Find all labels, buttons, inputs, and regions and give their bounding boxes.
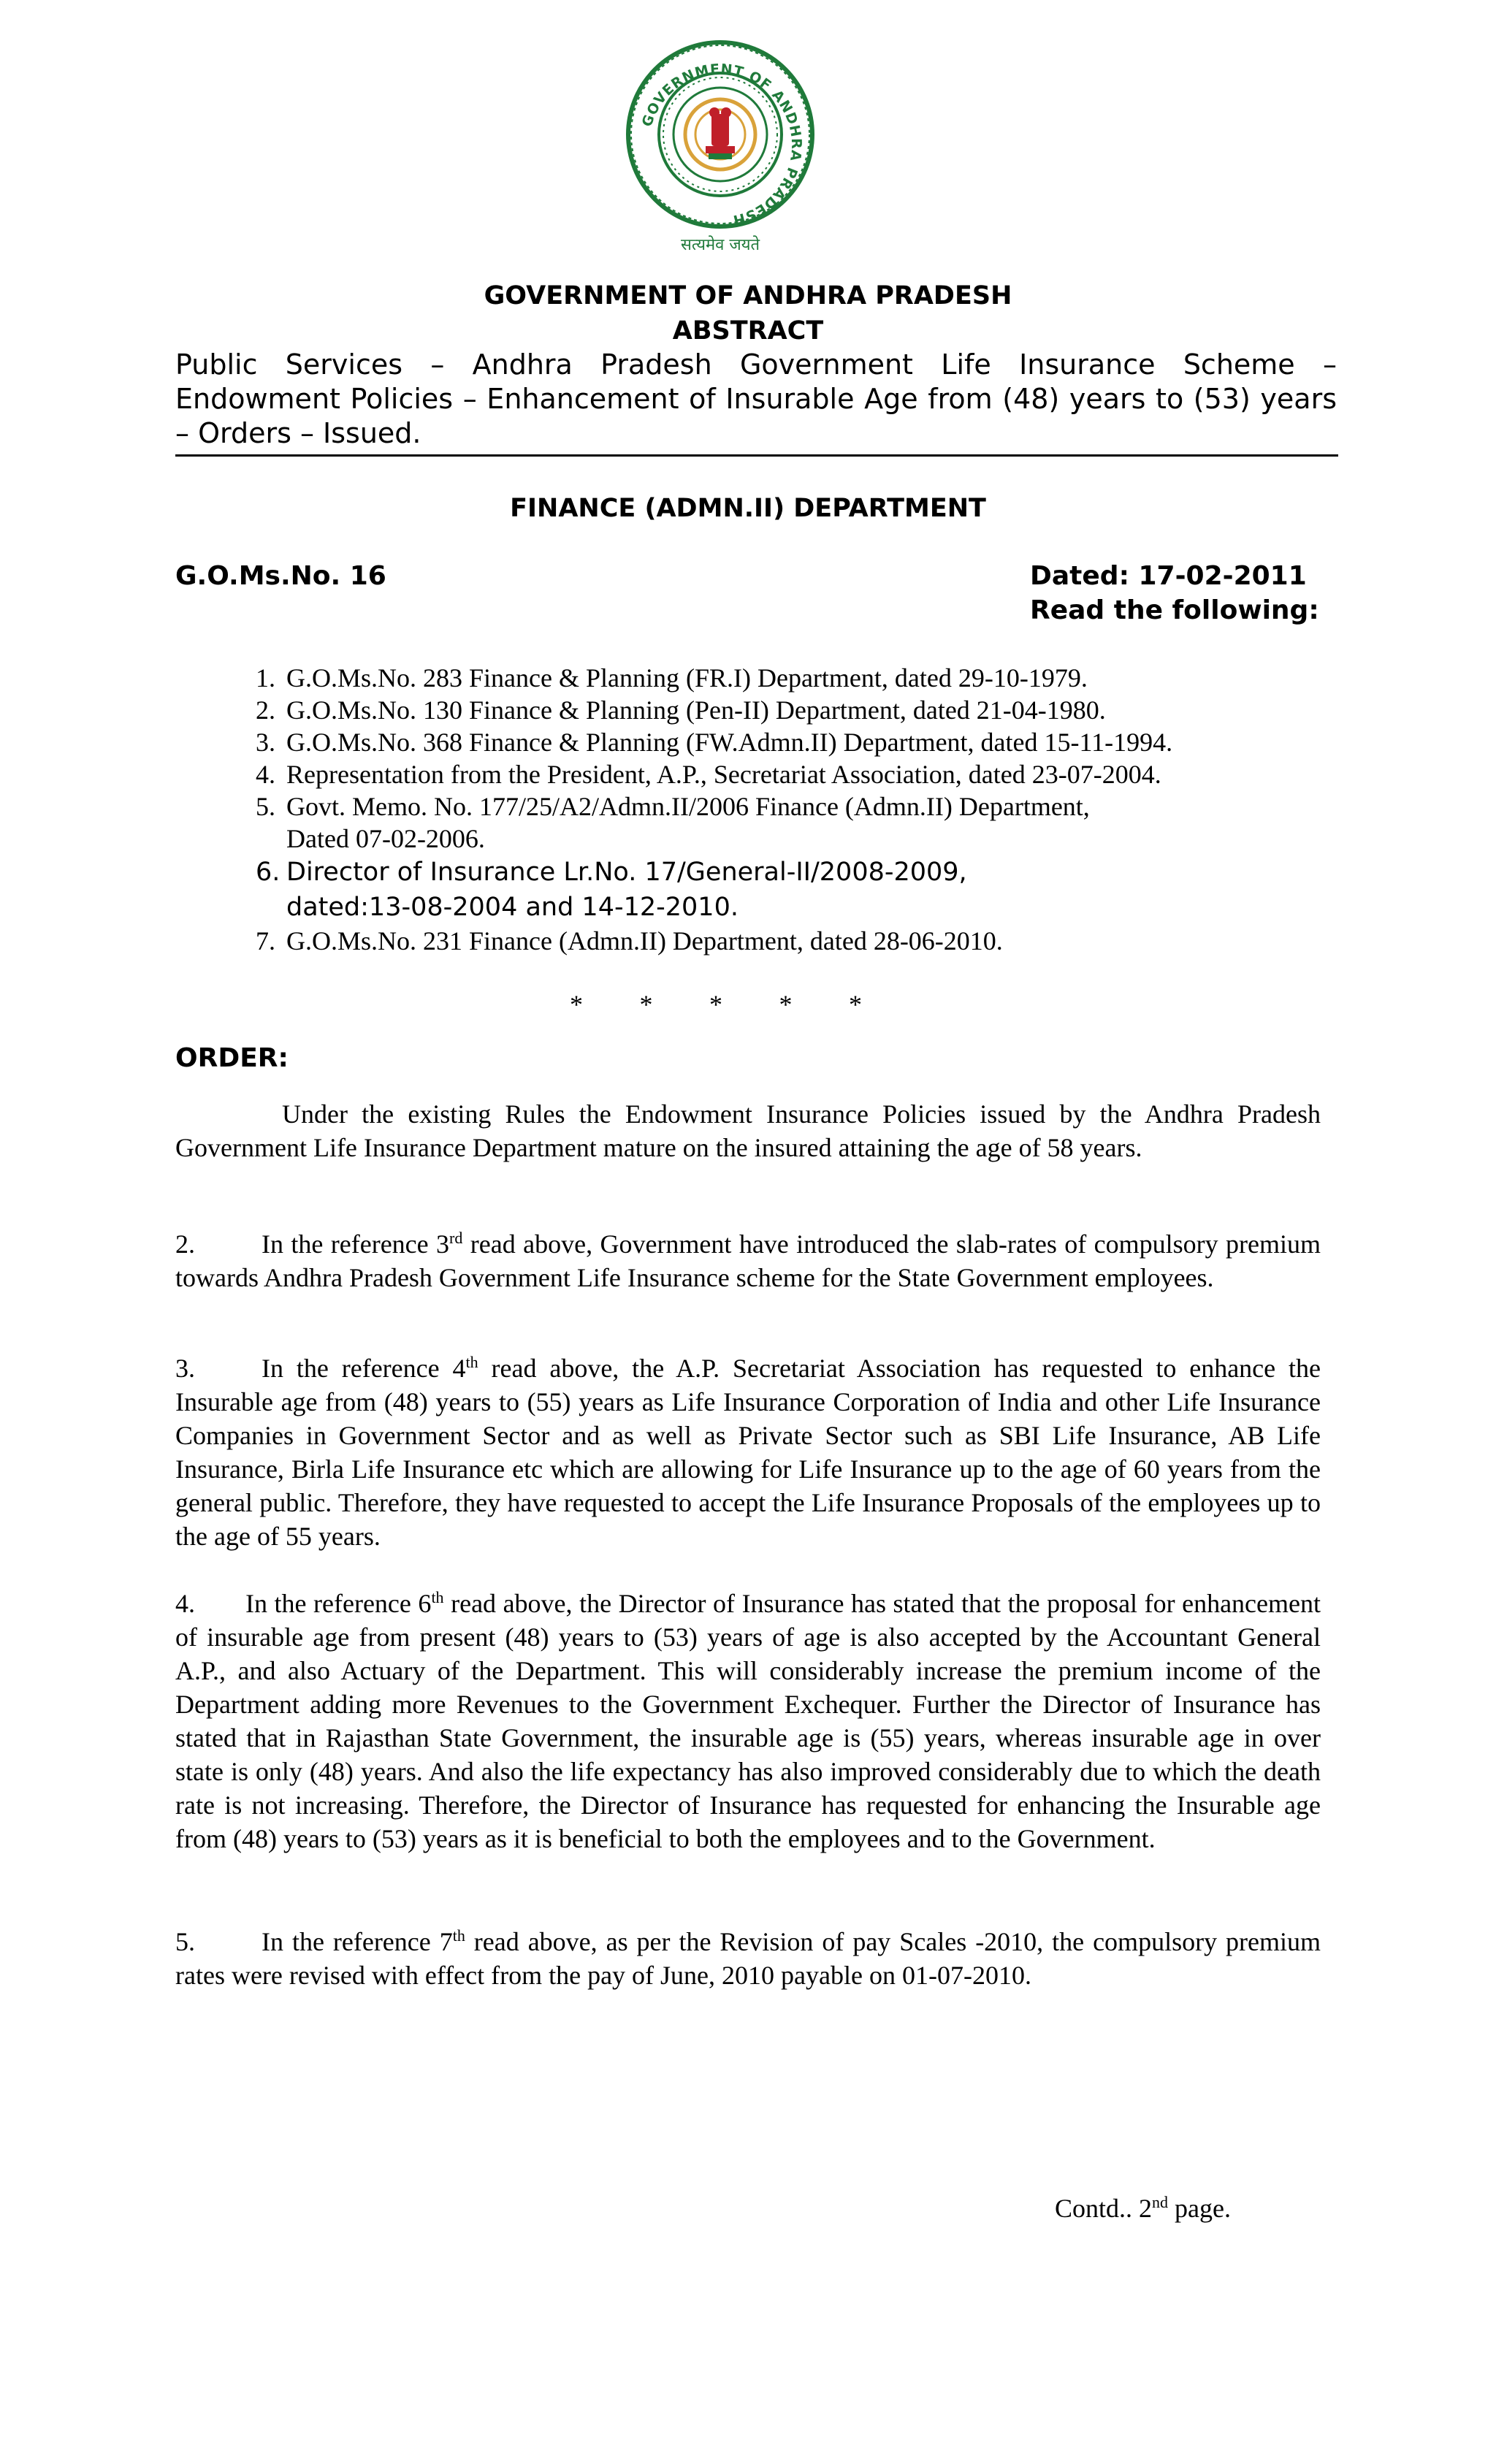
reference-text-continued: Dated 07-02-2006.: [286, 824, 485, 853]
paragraph-number: 3.: [175, 1354, 195, 1383]
reference-number: 2.: [256, 695, 275, 725]
reference-item: [256, 694, 1351, 726]
subject-text: Public Services – Andhra Pradesh Government Life Insurance Scheme – Endowment Policies – Enhancement of Insurable Age from (48) years to (53) years – Orders – Issued.: [175, 348, 1337, 449]
reference-text: G.O.Ms.No. 231 Finance (Admn.II) Department, dated 28-06-2010.: [286, 926, 1003, 956]
reference-text-continued: dated:13-08-2004 and 14-12-2010.: [286, 893, 739, 922]
separator-star: *: [779, 990, 793, 1019]
reference-number: 6.: [256, 858, 280, 887]
order-paragraph-5: 5. In the reference 7th read above, as per the Revision of pay Scales -2010, the compulsory premium rates were revised with effect from the pay of June, 2010 payable on 01-07-2010.: [175, 1926, 1321, 1990]
reference-item: [256, 925, 1351, 957]
order-paragraph-1: Under the existing Rules the Endowment Insurance Policies issued by the Andhra Pradesh Government Life Insurance Department mature on the insured attaining the age of 58 years.: [175, 1099, 1321, 1162]
reference-text: Director of Insurance Lr.No. 17/General-II/2008-2009,: [286, 858, 967, 887]
reference-text: G.O.Ms.No. 368 Finance & Planning (FW.Admn.II) Department, dated 15-11-1994.: [286, 728, 1173, 757]
reference-number: 1.: [256, 663, 275, 693]
reference-number: 5.: [256, 792, 275, 821]
reference-number: 7.: [256, 926, 275, 956]
department-title: FINANCE (ADMN.II) DEPARTMENT: [510, 494, 986, 523]
reference-text: G.O.Ms.No. 283 Finance & Planning (FR.I) Department, dated 29-10-1979.: [286, 663, 1088, 693]
go-number: G.O.Ms.No. 16: [175, 561, 386, 591]
order-paragraph-3: 3. In the reference 4th read above, the A.P. Secretariat Association has requested to enhance the Insurable age from (48) years to (55) years as Life Insurance Corporation of India and other Life Insurance Companies in Government Sector and as well as Private Sector such as SBI Life Insurance, AB Life Insurance, Birla Life Insurance etc which are allowing for Life Insurance up to the age of 60 years from the general public. Therefore, they have requested to accept the Life Insurance Proposals of the employees up to the age of 55 years.: [175, 1353, 1321, 1551]
read-following-label: Read the following:: [1030, 595, 1319, 625]
order-paragraph-4: 4. In the reference 6th read above, the Director of Insurance has stated that the proposal for enhancement of insurable age from present (48) years to (53) years of age is also accepted by the Accountant General A.P., and also Actuary of the Department. This will considerably increase the premium income of the Department adding more Revenues to the Government Exchequer. Further the Director of Insurance has stated that in Rajasthan State Government, the insurable age is (55) years, whereas insurable age in over state is only (48) years. And also the life expectancy has also improved considerably due to which the death rate is not increasing. Therefore, the Director of Insurance has requested for enhancing the Insurable age from (48) years to (53) years as it is beneficial to both the employees and to the Government.: [175, 1588, 1321, 1853]
abstract-label: ABSTRACT: [672, 316, 824, 346]
government-title: GOVERNMENT OF ANDHRA PRADESH: [484, 281, 1012, 310]
paragraph-number: 2.: [175, 1229, 195, 1259]
reference-item: [256, 662, 1351, 694]
reference-text: G.O.Ms.No. 130 Finance & Planning (Pen-II) Department, dated 21-04-1980.: [286, 695, 1106, 725]
section-separator: [570, 989, 862, 1020]
separator-star: *: [570, 990, 583, 1019]
reference-text: Representation from the President, A.P., Secretariat Association, dated 23-07-2004.: [286, 760, 1161, 789]
references-list: [256, 662, 1351, 957]
order-paragraph-2: 2. In the reference 3rd read above, Government have introduced the slab-rates of compulsory premium towards Andhra Pradesh Government Life Insurance scheme for the State Government employees.: [175, 1229, 1321, 1292]
seal-emblem-icon: [596, 32, 844, 259]
reference-item: [256, 790, 1351, 855]
subject-divider: [175, 454, 1338, 457]
reference-number: 4.: [256, 760, 275, 789]
seal-ring-text: GOVERNMENT OF ANDHRA PRADESH: [638, 61, 805, 229]
seal-motto: सत्यमेव जयते: [680, 236, 760, 254]
paragraph-number: 5.: [175, 1927, 195, 1956]
separator-star: *: [709, 990, 722, 1019]
go-date: Dated: 17-02-2011: [1030, 561, 1307, 591]
reference-item: [256, 758, 1351, 790]
reference-item: [256, 726, 1351, 758]
order-heading: ORDER:: [175, 1043, 289, 1073]
paragraph-number: 4.: [175, 1589, 195, 1618]
reference-number: 3.: [256, 728, 275, 757]
separator-star: *: [849, 990, 862, 1019]
andhra-pradesh-seal: [596, 32, 844, 259]
separator-star: *: [639, 990, 653, 1019]
continued-note: Contd.. 2nd page.: [1055, 2193, 1231, 2223]
reference-text: Govt. Memo. No. 177/25/A2/Admn.II/2006 Finance (Admn.II) Department,: [286, 792, 1090, 821]
reference-item: [256, 855, 1351, 925]
